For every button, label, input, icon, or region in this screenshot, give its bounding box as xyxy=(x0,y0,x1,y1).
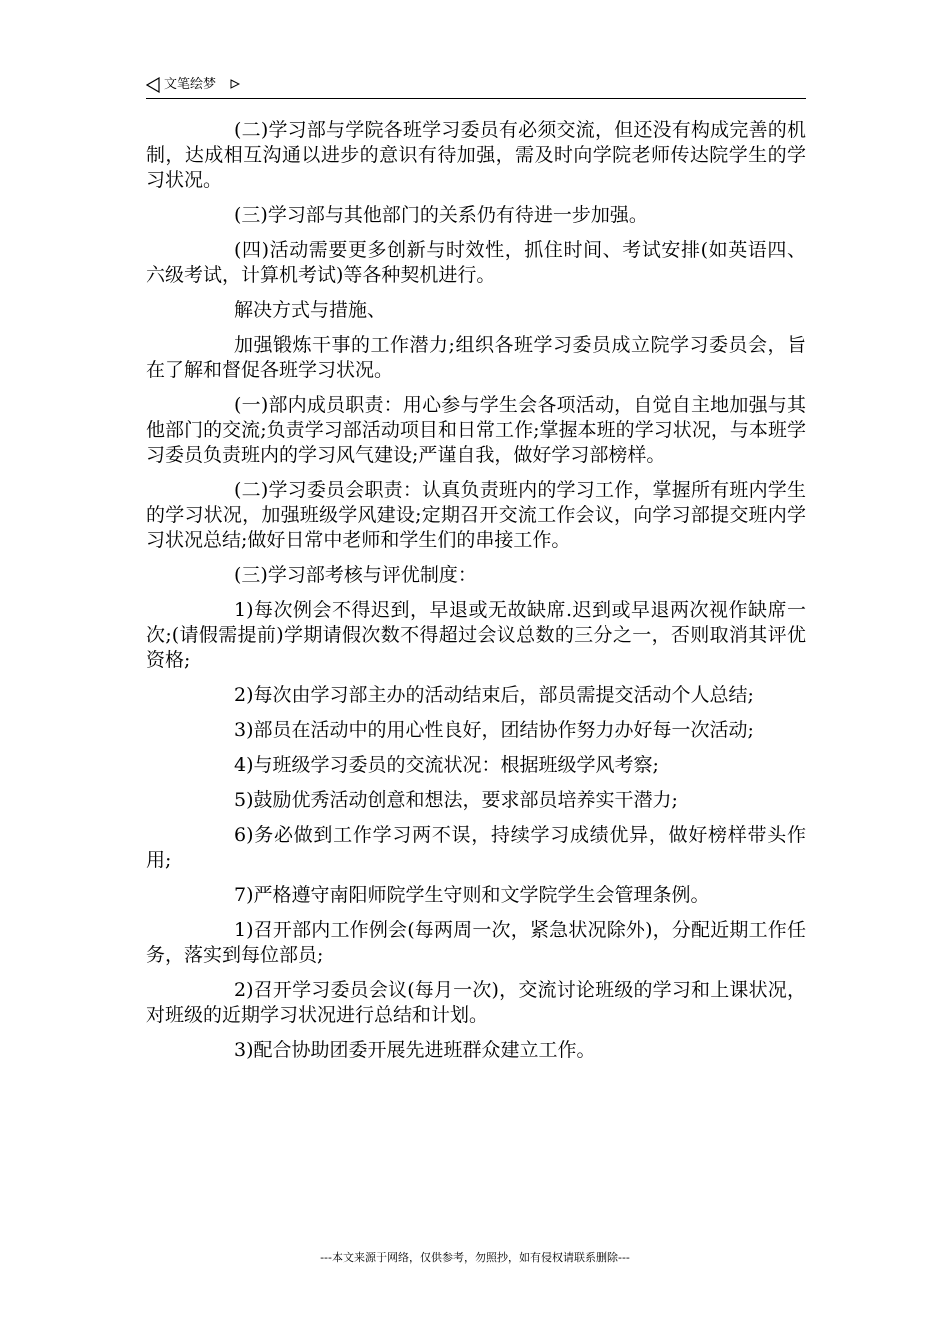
paragraph: 6)务必做到工作学习两不误，持续学习成绩优异，做好榜样带头作用; xyxy=(146,824,806,871)
paragraph: 解决方式与措施、 xyxy=(234,299,387,321)
page-header xyxy=(146,74,806,99)
paragraph: 7)严格遵守南阳师院学生守则和文学院学生会管理条例。 xyxy=(234,884,710,906)
paragraph: 加强锻炼干事的工作潜力;组织各班学习委员成立院学习委员会，旨在了解和督促各班学习状况。 xyxy=(146,334,806,381)
paragraph: 2)召开学习委员会议(每月一次)，交流讨论班级的学习和上课状况，对班级的近期学习状况进行总结和计划。 xyxy=(146,979,806,1026)
paragraph: (四)活动需要更多创新与时效性，抓住时间、考试安排(如英语四、六级考试，计算机考试)等各种契机进行。 xyxy=(146,239,806,286)
paragraph: (三)学习部与其他部门的关系仍有待进一步加强。 xyxy=(234,204,648,226)
triangle-right-icon xyxy=(230,79,240,89)
header-title: 文笔绘梦 xyxy=(164,77,217,92)
document-body xyxy=(146,118,806,1073)
paragraph: 3)部员在活动中的用心性良好，团结协作努力办好每一次活动; xyxy=(234,719,754,741)
paragraph: (二)学习委员会职责：认真负责班内的学习工作，掌握所有班内学生的学习状况，加强班级学风建设;定期召开交流工作会议，向学习部提交班内学习状况总结;做好日常中老师和学生们的串接工作。 xyxy=(146,479,806,551)
triangle-left-icon xyxy=(146,77,160,93)
paragraph: 3)配合协助团委开展先进班群众建立工作。 xyxy=(234,1039,596,1061)
paragraph: 1)召开部内工作例会(每两周一次，紧急状况除外)，分配近期工作任务，落实到每位部员; xyxy=(146,919,806,966)
paragraph: 1)每次例会不得迟到，早退或无故缺席.迟到或早退两次视作缺席一次;(请假需提前)学期请假次数不得超过会议总数的三分之一，否则取消其评优资格; xyxy=(146,599,806,671)
paragraph: 4)与班级学习委员的交流状况：根据班级学风考察; xyxy=(234,754,659,776)
paragraph: (三)学习部考核与评优制度： xyxy=(234,564,477,586)
paragraph: 2)每次由学习部主办的活动结束后，部员需提交活动个人总结; xyxy=(234,684,754,706)
paragraph: (一)部内成员职责：用心参与学生会各项活动，自觉自主地加强与其他部门的交流;负责学习部活动项目和日常工作;掌握本班的学习状况，与本班学习委员负责班内的学习风气建设;严谨自我，做好学习部榜样。 xyxy=(146,394,806,466)
paragraph: 5)鼓励优秀活动创意和想法，要求部员培养实干潜力; xyxy=(234,789,678,811)
footer-disclaimer: ---本文来源于网络，仅供参考，勿照抄，如有侵权请联系删除--- xyxy=(320,1251,630,1264)
paragraph: (二)学习部与学院各班学习委员有必须交流，但还没有构成完善的机制，达成相互沟通以进步的意识有待加强，需及时向学院老师传达院学生的学习状况。 xyxy=(146,119,806,191)
